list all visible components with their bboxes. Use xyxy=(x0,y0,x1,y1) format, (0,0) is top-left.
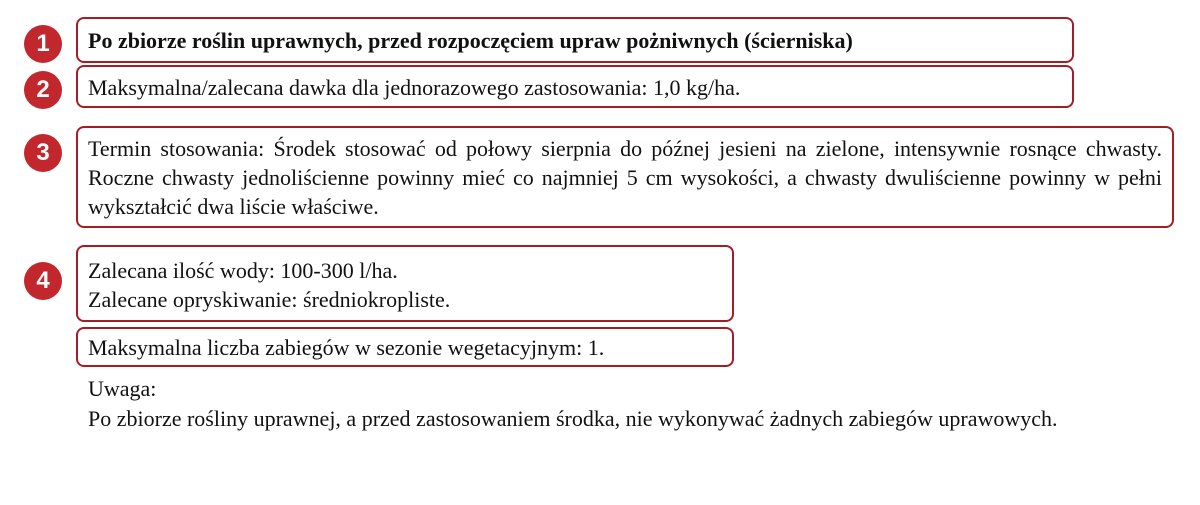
water-amount-text: Zalecana ilość wody: 100-300 l/ha. xyxy=(88,258,398,283)
step-2-box xyxy=(76,65,1074,108)
step-1-badge: 1 xyxy=(24,25,62,63)
step-3-box xyxy=(76,126,1174,228)
note-title: Uwaga: xyxy=(88,376,157,401)
step-4-badge: 4 xyxy=(24,262,62,300)
step-3-text: Termin stosowania: Środek stosować od połowy sierpnia do późnej jesieni na zielone, intensywnie rosnące chwasty. Roczne chwasty jednoliścienne powinny mieć co najmniej 5 cm wysokości, a chwasty dwuliścienne powinny w pełni wykształcić dwa liście właściwe. xyxy=(88,136,1162,219)
note-text: Po zbiorze rośliny uprawnej, a przed zastosowaniem środka, nie wykonywać żadnych zabiegów uprawowych. xyxy=(88,406,1058,431)
step-4-box xyxy=(76,245,734,322)
step-4-extra-box xyxy=(76,327,734,367)
max-treatments-text: Maksymalna liczba zabiegów w sezonie wegetacyjnym: 1. xyxy=(88,335,605,360)
step-2-badge: 2 xyxy=(24,71,62,109)
step-3-badge: 3 xyxy=(24,134,62,172)
step-2-text: Maksymalna/zalecana dawka dla jednorazowego zastosowania: 1,0 kg/ha. xyxy=(88,75,741,100)
step-1-box xyxy=(76,17,1074,63)
step-1-heading: Po zbiorze roślin uprawnych, przed rozpoczęciem upraw pożniwnych (ścierniska) xyxy=(88,28,853,53)
spraying-type-text: Zalecane opryskiwanie: średniokropliste. xyxy=(88,287,451,312)
